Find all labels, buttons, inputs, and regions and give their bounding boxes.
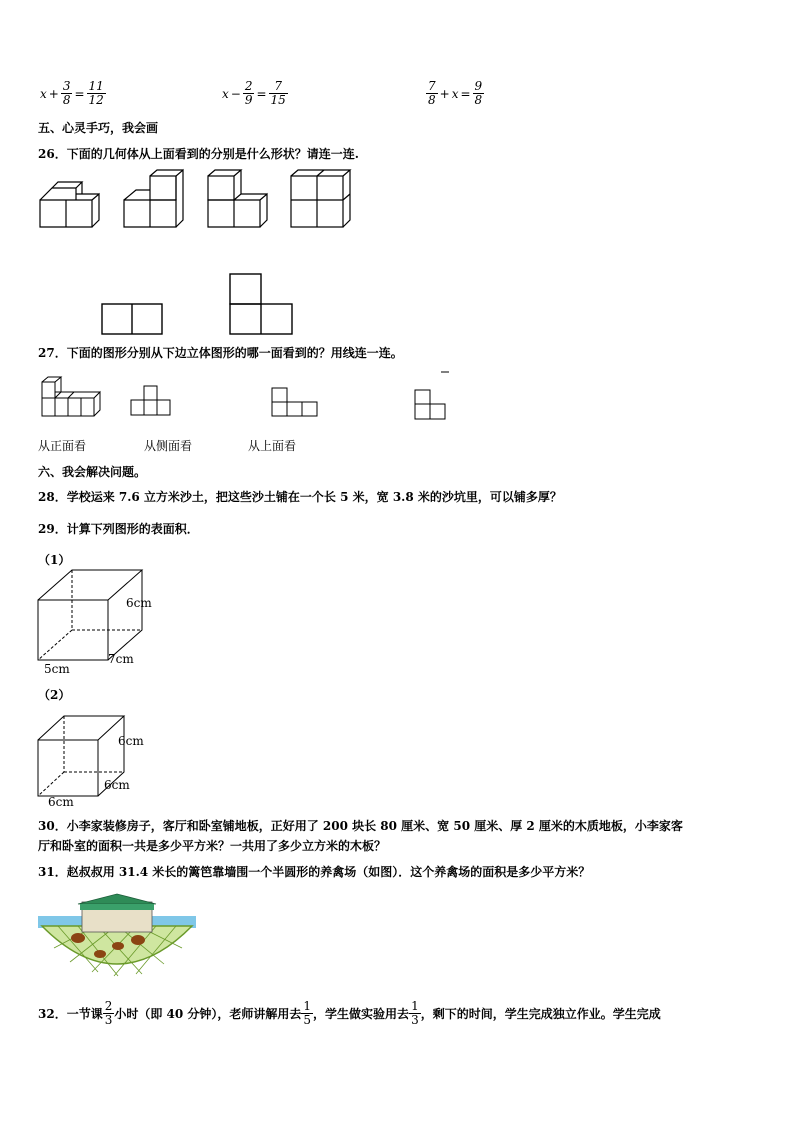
equation-2 bbox=[222, 80, 288, 107]
box-2-width-label: 6cm bbox=[48, 795, 74, 809]
question-30-line-1: 30．小李家装修房子，客厅和卧室铺地板，正好用了 200 块长 80 厘米、宽 50 厘米、厚 2 厘米的木质地板，小李家客 bbox=[38, 819, 683, 833]
fraction: $\frac{9}{8}$ bbox=[474, 79, 483, 107]
solid-1 bbox=[40, 182, 99, 227]
equation-3 bbox=[426, 80, 484, 107]
poultry-yard-illustration bbox=[38, 892, 196, 982]
fraction: $\frac{2}{9}$ bbox=[244, 79, 253, 107]
q26-solids bbox=[36, 166, 356, 232]
box-1-width-label: 5cm bbox=[44, 662, 70, 676]
box-2-height-label: 6cm bbox=[118, 734, 144, 748]
solid-2 bbox=[124, 170, 183, 227]
equation-1 bbox=[40, 80, 106, 107]
q32-text: 小时（即 40 分钟），老师讲解用去 bbox=[114, 1006, 302, 1021]
eq-equals: = bbox=[256, 86, 267, 101]
q26-top-views bbox=[98, 270, 298, 336]
eq-var: x bbox=[40, 86, 47, 101]
q27-solid bbox=[42, 377, 100, 416]
question-26: 26．下面的几何体从上面看到的分别是什么形状？请连一连. bbox=[38, 147, 359, 161]
solid-4 bbox=[291, 170, 350, 227]
section-6-heading: 六、我会解决问题。 bbox=[38, 465, 147, 479]
q32-prefix: 32．一节课 bbox=[38, 1006, 103, 1021]
q29-part-1-label: （1） bbox=[38, 553, 71, 567]
box-1-depth-label: 7cm bbox=[108, 652, 134, 666]
fraction: $\frac{1}{5}$ bbox=[303, 999, 312, 1027]
fraction: $\frac{3}{8}$ bbox=[62, 79, 71, 107]
q27-figures bbox=[38, 370, 458, 426]
view-label-front: 从正面看 bbox=[38, 439, 87, 453]
question-31: 31．赵叔叔用 31.4 米长的篱笆靠墙围一个半圆形的养禽场（如图）．这个养禽场的面积是多少平方米？ bbox=[38, 865, 591, 879]
eq-op: − bbox=[230, 86, 241, 101]
solid-3 bbox=[208, 170, 267, 227]
q32-text: ，剩下的时间，学生完成独立作业。学生完成 bbox=[420, 1006, 661, 1021]
section-5-heading: 五、心灵手巧，我会画 bbox=[38, 121, 159, 135]
question-28: 28．学校运来 7.6 立方米沙土，把这些沙土铺在一个长 5 米，宽 3.8 米的沙坑里，可以铺多厚？ bbox=[38, 490, 562, 504]
eq-var: x bbox=[451, 86, 459, 101]
box-1-height-label: 6cm bbox=[126, 596, 152, 610]
view-label-side: 从侧面看 bbox=[144, 439, 193, 453]
top-view-2 bbox=[230, 274, 292, 334]
fraction: $\frac{1}{3}$ bbox=[411, 999, 419, 1027]
q32-text: ，学生做实验用去 bbox=[313, 1006, 410, 1021]
question-32 bbox=[38, 1000, 661, 1027]
question-29: 29．计算下列图形的表面积． bbox=[38, 522, 199, 536]
q29-part-2-label: （2） bbox=[38, 688, 71, 702]
fraction: $\frac{11}{12}$ bbox=[88, 79, 104, 107]
q27-view-c bbox=[415, 372, 449, 419]
fraction: $\frac{2}{3}$ bbox=[104, 999, 113, 1027]
top-view-1 bbox=[102, 304, 162, 334]
eq-equals: = bbox=[460, 86, 471, 101]
question-27: 27．下面的图形分别从下边立体图形的哪一面看到的？用线连一连。 bbox=[38, 346, 403, 360]
fraction: $\frac{7}{8}$ bbox=[428, 79, 436, 107]
fraction: $\frac{7}{15}$ bbox=[270, 79, 286, 107]
question-30-line-2: 厅和卧室的面积一共是多少平方米？一共用了多少立方米的木板？ bbox=[38, 839, 387, 853]
eq-op: + bbox=[48, 86, 59, 101]
q27-view-a bbox=[131, 386, 170, 415]
eq-op: + bbox=[439, 86, 450, 101]
eq-equals: = bbox=[74, 86, 85, 101]
q27-view-b bbox=[272, 388, 317, 416]
eq-var: x bbox=[222, 86, 229, 101]
box-2-depth-label: 6cm bbox=[104, 778, 130, 792]
view-label-top: 从上面看 bbox=[248, 439, 297, 453]
